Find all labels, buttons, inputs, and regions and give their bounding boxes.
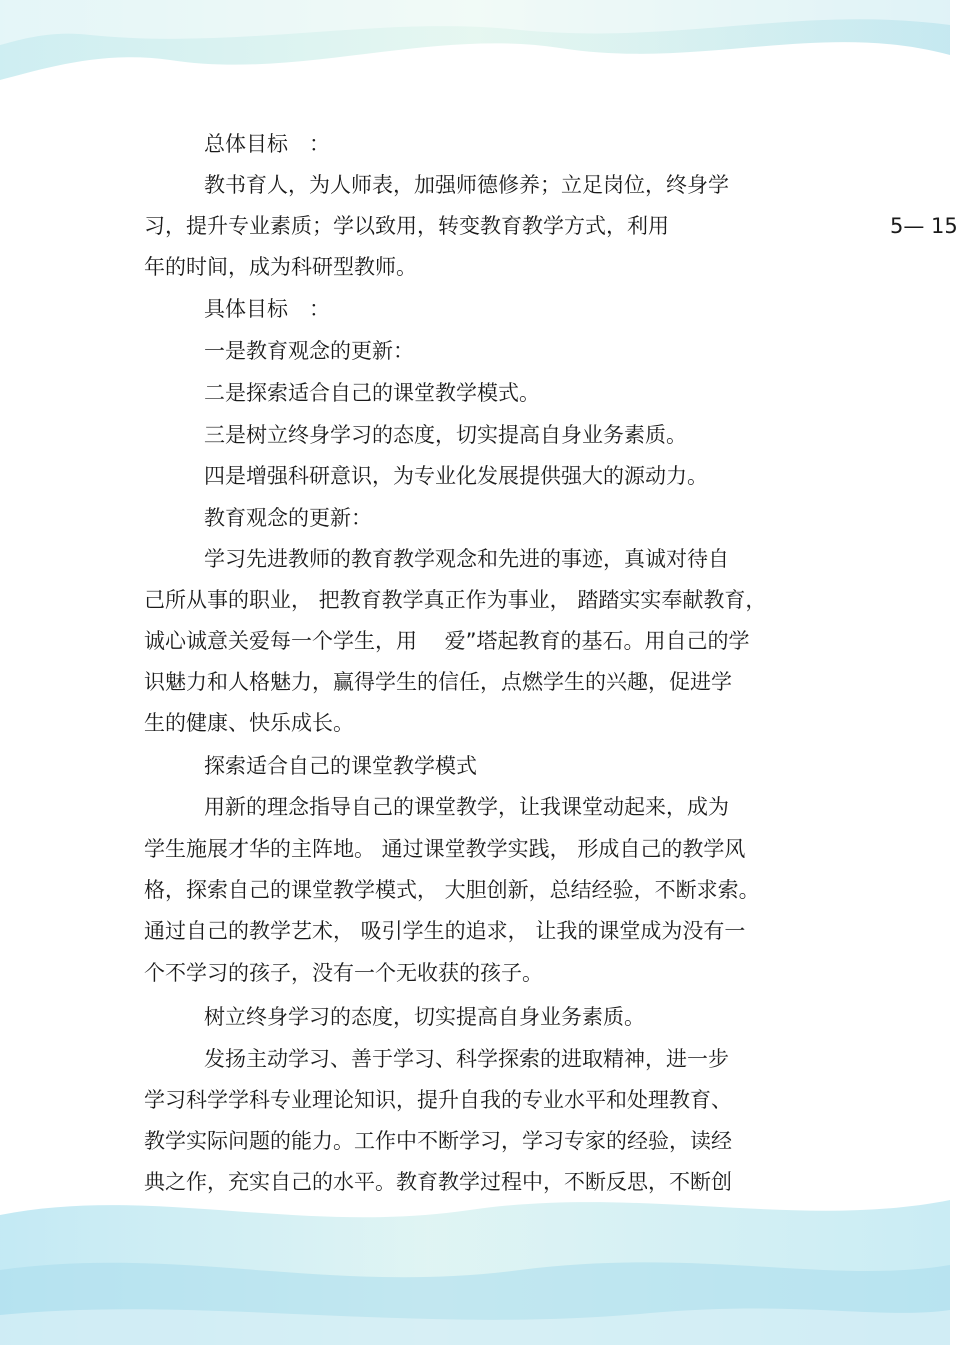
heading-specific-goal: 具体目标 ： bbox=[204, 297, 330, 321]
text-line: 年的时间，成为科研型教师。 bbox=[144, 255, 417, 279]
text-line: 学生施展才华的主阵地。 通过课堂教学实践， 形成自己的教学风 bbox=[144, 837, 746, 861]
year-range: 5— 15 bbox=[890, 214, 958, 238]
text-line: 诚心诚意关爱每一个学生，用 爱”塔起教育的基石。用自己的学 bbox=[144, 629, 750, 653]
text-line: 发扬主动学习、善于学习、科学探索的进取精神，进一步 bbox=[204, 1047, 729, 1071]
text-line: 己所从事的职业， 把教育教学真正作为事业， 踏踏实实奉献教育， bbox=[144, 588, 767, 612]
section-heading: 教育观念的更新： bbox=[204, 506, 372, 530]
goal-item-3: 三是树立终身学习的态度，切实提高自身业务素质。 bbox=[204, 423, 687, 447]
text-line bbox=[144, 211, 958, 241]
text-line: 学习先进教师的教育教学观念和先进的事迹，真诚对待自 bbox=[204, 547, 729, 571]
text-line: 学习科学学科专业理论知识，提升自我的专业水平和处理教育、 bbox=[144, 1088, 732, 1112]
heading-overall-goal: 总体目标 ： bbox=[204, 132, 330, 156]
goal-item-2: 二是探索适合自己的课堂教学模式。 bbox=[204, 381, 540, 405]
text-line: 通过自己的教学艺术， 吸引学生的追求， 让我的课堂成为没有一 bbox=[144, 919, 746, 943]
text-line: 个不学习的孩子，没有一个无收获的孩子。 bbox=[144, 961, 543, 985]
text-line: 用新的理念指导自己的课堂教学，让我课堂动起来，成为 bbox=[204, 795, 729, 819]
section-heading: 树立终身学习的态度，切实提高自身业务素质。 bbox=[204, 1005, 645, 1029]
section-heading: 探索适合自己的课堂教学模式 bbox=[204, 754, 477, 778]
goal-item-4: 四是增强科研意识，为专业化发展提供强大的源动力。 bbox=[204, 464, 708, 488]
goal-item-1: 一是教育观念的更新： bbox=[204, 339, 414, 363]
text-line: 教学实际问题的能力。工作中不断学习，学习专家的经验，读经 bbox=[144, 1129, 732, 1153]
text-line: 生的健康、快乐成长。 bbox=[144, 711, 354, 735]
text-line: 典之作，充实自己的水平。教育教学过程中，不断反思，不断创 bbox=[144, 1170, 732, 1194]
text-line: 教书育人，为人师表，加强师德修养；立足岗位，终身学 bbox=[204, 173, 729, 197]
text-line: 识魅力和人格魅力，赢得学生的信任，点燃学生的兴趣，促进学 bbox=[144, 670, 732, 694]
text-segment: 习，提升专业素质；学以致用，转变教育教学方式，利用 bbox=[144, 214, 669, 238]
text-line: 格，探索自己的课堂教学模式， 大胆创新，总结经验，不断求索。 bbox=[144, 878, 760, 902]
